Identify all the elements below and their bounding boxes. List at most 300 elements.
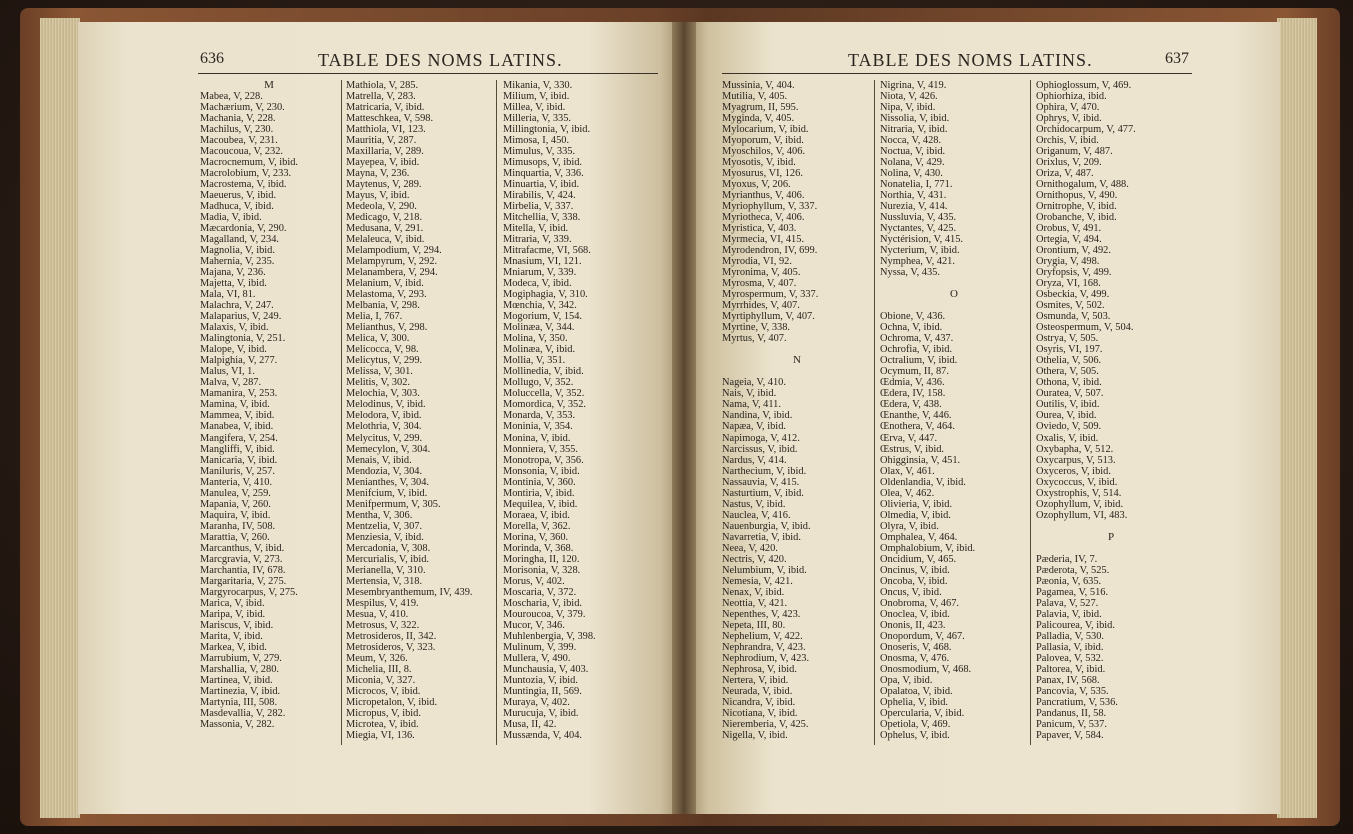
index-entry: Margaritaria, V, 275. <box>200 575 287 587</box>
index-entry: Mapania, V, 260. <box>200 498 271 510</box>
index-entry: Melica, V, 300. <box>346 333 410 345</box>
index-entry: Millingtonia, V, ibid. <box>503 124 591 136</box>
index-entry: Mouroucoa, V, 379. <box>503 608 586 620</box>
index-entry: Malus, VI, 1. <box>200 366 255 378</box>
index-entry: Nassauvia, V, 415. <box>722 476 800 488</box>
index-entry: Mogorium, V, 154. <box>503 311 582 323</box>
index-entry: Melodinus, V, ibid. <box>346 399 426 411</box>
index-entry: Millea, V, ibid. <box>503 102 566 114</box>
index-entry: Oldenlandia, V, ibid. <box>880 476 966 488</box>
index-entry: Mæcardonia, V, 290. <box>200 223 287 235</box>
index-entry: Nieremberia, V, 425. <box>722 718 809 730</box>
index-entry: Maranha, IV, 508. <box>200 520 276 532</box>
index-entry: Myosotis, V, ibid. <box>722 157 796 169</box>
index-entry: Miconia, V, 327. <box>346 674 416 686</box>
index-entry: Mala, VI, 81. <box>200 289 256 301</box>
index-entry: Palovea, V, 532. <box>1036 652 1104 664</box>
index-entry: Nauclea, V, 416. <box>722 509 791 521</box>
index-entry: Neottia, V, 421. <box>722 597 788 609</box>
index-entry: Moscharia, V, ibid. <box>503 597 582 609</box>
index-entry: Northia, V, 431. <box>880 190 947 202</box>
index-entry: Oncoba, V, ibid. <box>880 575 948 587</box>
index-entry: Mollia, V, 351. <box>503 355 566 367</box>
index-entry: Medeola, V, 290. <box>346 201 417 213</box>
index-entry: Ourea, V, ibid. <box>1036 410 1097 422</box>
index-entry: Pancovia, V, 535. <box>1036 685 1109 697</box>
index-entry: Olyra, V, ibid. <box>880 520 939 532</box>
index-entry: Mahernia, V, 235. <box>200 256 275 268</box>
index-entry: Musa, II, 42. <box>503 718 557 730</box>
index-entry: Miegia, VI, 136. <box>346 729 415 741</box>
index-entry: Nama, V, 411. <box>722 399 781 411</box>
index-entry: Morisonia, V, 328. <box>503 564 581 576</box>
index-entry: Oncidium, V, 465. <box>880 553 957 565</box>
index-entry: Monniera, V, 355. <box>503 443 578 455</box>
index-entry: Nipa, V, ibid. <box>880 102 936 114</box>
index-entry: Marattia, V, 260. <box>200 531 270 543</box>
index-entry: Myginda, V, 405. <box>722 113 795 125</box>
spacer <box>722 366 872 377</box>
index-entry: Napæa, V, ibid. <box>722 421 786 433</box>
index-entry: Pæonia, V, 635. <box>1036 575 1102 587</box>
index-entry: Ophioglossum, V, 469. <box>1036 80 1132 91</box>
index-entry: Momordica, V, 352. <box>503 399 587 411</box>
index-entry: Mussænda, V, 404. <box>503 729 583 741</box>
index-entry: Michelia, III, 8. <box>346 663 412 675</box>
index-entry: Pæderia, IV, 7. <box>1036 553 1098 565</box>
index-entry: Œnanthe, V, 446. <box>880 410 952 422</box>
index-entry: Osteospermum, V, 504. <box>1036 322 1134 334</box>
index-entry: Nelumbium, V, ibid. <box>722 564 807 576</box>
index-entry: Mœnchia, V, 342. <box>503 300 577 312</box>
index-entry: Pallasia, V, ibid. <box>1036 641 1104 653</box>
index-entry: Œrva, V, 447. <box>880 432 938 444</box>
index-entry: Manulea, V, 259. <box>200 487 271 499</box>
index-entry: Manabea, V, ibid. <box>200 421 274 433</box>
index-entry: Mullera, V, 490. <box>503 652 571 664</box>
index-entry: Onosmodium, V, 468. <box>880 663 972 675</box>
index-entry: Metrosideros, V, 323. <box>346 641 436 653</box>
index-entry: Orygia, V, 498. <box>1036 256 1100 268</box>
index-entry: Mesembryanthemum, IV, 439. <box>346 586 473 598</box>
index-entry: Melanium, V, ibid. <box>346 278 424 290</box>
index-entry: Malaxis, V, ibid. <box>200 322 269 334</box>
index-entry: Myrtine, V, 338. <box>722 322 791 334</box>
index-entry: Melaleuca, V, ibid. <box>346 234 425 246</box>
index-entry: Mitchellia, V, 338. <box>503 212 581 224</box>
index-entry: Ornitrophe, V, ibid. <box>1036 201 1117 213</box>
index-entry: Majana, V, 236. <box>200 267 266 279</box>
index-entry: Olivieria, V, ibid. <box>880 498 953 510</box>
index-entry: Micropus, V, ibid. <box>346 707 421 719</box>
index-entry: Mimusops, V, ibid. <box>503 157 583 169</box>
running-title-left: TABLE DES NOMS LATINS. <box>318 50 563 70</box>
index-entry: Milleria, V, 335. <box>503 113 572 125</box>
index-entry: Markea, V, ibid. <box>200 641 267 653</box>
index-entry: Nephrosa, V, ibid. <box>722 663 797 675</box>
index-entry: Origanum, V, 487. <box>1036 146 1113 158</box>
index-entry: Molina, V, 350. <box>503 333 568 345</box>
index-entry: Ophrys, V, ibid. <box>1036 113 1102 125</box>
index-entry: Ophira, V, 470. <box>1036 102 1100 114</box>
index-entry: Mitrafacme, VI, 568. <box>503 245 591 257</box>
index-entry: Orobanche, V, ibid. <box>1036 212 1117 224</box>
index-entry: Meum, V, 326. <box>346 652 408 664</box>
index-entry: Myriotheca, V, 406. <box>722 212 805 224</box>
index-entry: Paltorea, V, ibid. <box>1036 663 1106 675</box>
index-entry: Mniarum, V, 339. <box>503 267 577 279</box>
index-entry: Osbeckia, V, 499. <box>1036 289 1110 301</box>
index-entry: Microtea, V, ibid. <box>346 718 419 730</box>
index-entry: Munchausia, V, 403. <box>503 663 589 675</box>
index-entry: Oriza, V, 487. <box>1036 168 1094 180</box>
index-entry: Panax, IV, 568. <box>1036 674 1100 686</box>
index-entry: Noctua, V, ibid. <box>880 146 946 158</box>
index-entry: Oryfopsis, V, 499. <box>1036 267 1112 279</box>
index-entry: Moraea, V, ibid. <box>503 509 570 521</box>
index-entry: Nymphea, V, 421. <box>880 256 955 268</box>
page-number-left: 636 <box>200 50 224 67</box>
index-entry: Oxycarpus, V, 513. <box>1036 454 1116 466</box>
index-entry: Opercularia, V, ibid. <box>880 707 965 719</box>
index-entry: Melitis, V, 302. <box>346 377 410 389</box>
section-letter: M <box>264 79 274 91</box>
index-entry: Narcissus, V, ibid. <box>722 443 798 455</box>
index-entry: Memecylon, V, 304. <box>346 443 431 455</box>
index-entry: Monarda, V, 353. <box>503 410 576 422</box>
index-entry: Menifcium, V, ibid. <box>346 487 428 499</box>
index-entry: Nussluvia, V, 435. <box>880 212 957 224</box>
index-entry: Martinea, V, ibid. <box>200 674 273 686</box>
index-entry: Modeca, V, ibid. <box>503 278 572 290</box>
index-entry: Mulinum, V, 399. <box>503 641 577 653</box>
index-entry: Menziesia, V, ibid. <box>346 531 424 543</box>
index-entry: Moringha, II, 120. <box>503 553 580 565</box>
index-entry: Mabea, V, 228. <box>200 91 263 103</box>
index-entry: Medusana, V, 291. <box>346 223 424 235</box>
index-entry: Morinda, V, 368. <box>503 542 574 554</box>
index-entry: Mimosa, I, 450. <box>503 135 570 147</box>
index-entry: Mercurialis, V, ibid. <box>346 553 430 565</box>
index-entry: Ocymum, II, 87. <box>880 366 949 378</box>
index-entry: Monsonia, V, ibid. <box>503 465 580 477</box>
index-entry: Mangifera, V, 254. <box>200 432 278 444</box>
index-entry: Myrodendron, IV, 699. <box>722 245 818 257</box>
index-entry: Nonatelia, I, 771. <box>880 179 953 191</box>
index-entry: Orixlus, V, 209. <box>1036 157 1102 169</box>
column-rule <box>1030 80 1031 745</box>
index-entry: Mespilus, V, 419. <box>346 597 419 609</box>
index-entry: Nephelium, V, 422. <box>722 630 803 642</box>
index-entry: Maxillaria, V, 289. <box>346 146 424 158</box>
index-entry: Ozophyllum, VI, 483. <box>1036 509 1128 521</box>
index-entry: Narthecium, V, ibid. <box>722 465 807 477</box>
index-entry: Maripa, V, ibid. <box>200 608 266 620</box>
index-entry: Myrodia, VI, 92. <box>722 256 792 268</box>
index-entry: Orchis, V, ibid. <box>1036 135 1099 147</box>
index-entry: Menifpermum, V, 305. <box>346 498 441 510</box>
index-entry: Ornithopus, V, 490. <box>1036 190 1118 202</box>
index-entry: Ohigginsia, V, 451. <box>880 454 961 466</box>
index-entry: Oxyceros, V, ibid. <box>1036 465 1111 477</box>
index-entry: Mogiphagia, V, 310. <box>503 289 588 301</box>
book-gutter <box>672 22 696 814</box>
index-column-2 <box>346 80 494 741</box>
spacer <box>880 300 1028 311</box>
index-entry: Manicaria, V, ibid. <box>200 454 278 466</box>
index-entry: Malpighia, V, 277. <box>200 355 278 367</box>
index-entry: Muntingia, II, 569. <box>503 685 582 697</box>
index-entry: Ochrofia, V, ibid. <box>880 344 953 356</box>
index-entry: Nauenburgia, V, ibid. <box>722 520 811 532</box>
index-entry: Nycterium, V, ibid. <box>880 245 960 257</box>
index-entry: Nageia, V, 410. <box>722 377 786 389</box>
index-entry: Marcanthus, V, ibid. <box>200 542 285 554</box>
index-entry: Maytenus, V, 289. <box>346 179 422 191</box>
index-entry: Palladia, V, 530. <box>1036 630 1105 642</box>
index-entry: Martinezia, V, ibid. <box>200 685 281 697</box>
index-entry: Melissa, V, 301. <box>346 366 413 378</box>
index-entry: Marita, V, ibid. <box>200 630 263 642</box>
index-entry: Mentha, V, 306. <box>346 509 413 521</box>
index-entry: Myrmecia, VI, 415. <box>722 234 805 246</box>
index-entry: Melanambera, V, 294. <box>346 267 438 279</box>
index-entry: Nepenthes, V, 423. <box>722 608 801 620</box>
index-column-6 <box>1036 80 1186 741</box>
column-rule <box>874 80 875 745</box>
index-entry: Mimulus, V, 335. <box>503 146 576 158</box>
index-entry: Nolina, V, 430. <box>880 168 943 180</box>
index-entry: Microcos, V, ibid. <box>346 685 421 697</box>
index-entry: Matricaria, V, ibid. <box>346 102 425 114</box>
index-entry: Malachra, V, 247. <box>200 300 274 312</box>
index-entry: Myagrum, II, 595. <box>722 102 799 114</box>
index-entry: Metrosus, V, 322. <box>346 619 420 631</box>
index-entry: Nardus, V, 414. <box>722 454 787 466</box>
index-entry: Mucor, V, 346. <box>503 619 565 631</box>
index-entry: Malva, V, 287. <box>200 377 262 389</box>
index-entry: Macrocnemum, V, ibid. <box>200 157 299 169</box>
index-entry: Muraya, V, 402. <box>503 696 570 708</box>
index-entry: Myrtus, V, 407. <box>722 333 787 345</box>
index-entry: Maquira, V, ibid. <box>200 509 271 521</box>
index-entry: Milium, V, ibid. <box>503 91 570 103</box>
index-entry: Nissolia, V, ibid. <box>880 113 950 125</box>
index-entry: Mussinia, V, 404. <box>722 80 795 91</box>
index-entry: Ornithogalum, V, 488. <box>1036 179 1129 191</box>
index-entry: Nyctérision, V, 415. <box>880 234 964 246</box>
index-entry: Myrrhides, V, 407. <box>722 300 800 312</box>
index-entry: Napimoga, V, 412. <box>722 432 800 444</box>
index-entry: Papaver, V, 584. <box>1036 729 1104 741</box>
section-letter: O <box>950 288 958 301</box>
index-entry: Massonia, V, 282. <box>200 718 275 730</box>
index-entry: Mamina, V, ibid. <box>200 399 270 411</box>
index-entry: Nicandra, V, ibid. <box>722 696 796 708</box>
index-entry: Nasturtium, V, ibid. <box>722 487 804 499</box>
index-entry: Pandanus, II, 58. <box>1036 707 1107 719</box>
index-entry: Mitraria, V, 339. <box>503 234 572 246</box>
header-rule-left <box>198 73 658 74</box>
index-entry: Nephrodium, V, 423. <box>722 652 810 664</box>
index-entry: Octralium, V, ibid. <box>880 355 958 367</box>
index-entry: Melicocca, V, 98. <box>346 344 419 356</box>
index-entry: Majetta, V, ibid. <box>200 278 267 290</box>
index-entry: Melia, I, 767. <box>346 311 403 323</box>
index-entry: Palavia, V, ibid. <box>1036 608 1102 620</box>
index-entry: Malingtonia, V, 251. <box>200 333 286 345</box>
index-entry: Oxycoccus, V, ibid. <box>1036 476 1118 488</box>
index-entry: Menais, V, ibid. <box>346 454 412 466</box>
index-entry: Mitella, V, ibid. <box>503 223 569 235</box>
index-entry: Nertera, V, ibid. <box>722 674 789 686</box>
index-entry: Nephrandra, V, 423. <box>722 641 806 653</box>
index-entry: Omphalobium, V, ibid. <box>880 542 976 554</box>
index-entry: Olea, V, 462. <box>880 487 935 499</box>
index-entry: Navarretia, V, ibid. <box>722 531 801 543</box>
index-entry: Morella, V, 362. <box>503 520 571 532</box>
index-column-4 <box>722 80 872 741</box>
index-entry: Moluccella, V, 352. <box>503 388 585 400</box>
index-entry: Nenax, V, ibid. <box>722 586 785 598</box>
index-entry: Myristica, V, 403. <box>722 223 797 235</box>
index-entry: Machilus, V, 230. <box>200 124 274 136</box>
index-entry: Marchantia, IV, 678. <box>200 564 286 576</box>
index-entry: Œstrus, V, ibid. <box>880 443 944 455</box>
index-entry: Mequilea, V, ibid. <box>503 498 578 510</box>
index-entry: Nepeta, III, 80. <box>722 619 786 631</box>
page-number-right: 637 <box>1165 50 1189 67</box>
index-entry: Obione, V, 436. <box>880 311 946 323</box>
index-entry: Œnothera, V, 464. <box>880 421 955 433</box>
index-entry: Osmunda, V, 503. <box>1036 311 1111 323</box>
index-entry: Othona, V, ibid. <box>1036 377 1102 389</box>
index-entry: Mariscus, V, ibid. <box>200 619 274 631</box>
index-entry: Mutilia, V, 405. <box>722 91 788 103</box>
section-letter: N <box>793 354 801 367</box>
index-entry: Nyssa, V, 435. <box>880 267 940 279</box>
index-entry: Matteschkea, V, 598. <box>346 113 434 125</box>
index-entry: Montiria, V, ibid. <box>503 487 575 499</box>
index-entry: Mendozia, V, 304. <box>346 465 423 477</box>
index-entry: Melampyrum, V, 292. <box>346 256 438 268</box>
index-entry: Myrospermum, V, 337. <box>722 289 819 301</box>
index-entry: Masdevallia, V, 282. <box>200 707 286 719</box>
spacer <box>1036 543 1186 554</box>
index-entry: Oncinus, V, ibid. <box>880 564 950 576</box>
index-entry: Orchidocarpum, V, 477. <box>1036 124 1136 136</box>
index-entry: Myriophyllum, V, 337. <box>722 201 818 213</box>
index-entry: Malaparius, V, 249. <box>200 311 282 323</box>
index-entry: Mirabilis, V, 424. <box>503 190 576 202</box>
index-entry: Nolana, V, 429. <box>880 157 945 169</box>
spacer <box>1036 521 1186 532</box>
index-entry: Matrella, V, 283. <box>346 91 416 103</box>
index-entry: Onosma, V, 476. <box>880 652 950 664</box>
index-entry: Mesua, V, 410. <box>346 608 409 620</box>
page-edges-left <box>40 18 80 818</box>
header-rule-right <box>722 73 1192 74</box>
index-entry: Matthiola, VI, 123. <box>346 124 426 136</box>
index-entry: Nastus, V, ibid. <box>722 498 786 510</box>
index-entry: Ochroma, V, 437. <box>880 333 954 345</box>
index-entry: Ophiorhiza, ibid. <box>1036 91 1107 103</box>
index-entry: Moninia, V, 354. <box>503 421 573 433</box>
index-entry: Othelia, V, 506. <box>1036 355 1102 367</box>
index-entry: Machærium, V, 230. <box>200 102 285 114</box>
index-entry: Mollugo, V, 352. <box>503 377 574 389</box>
index-entry: Myrtiphyllum, V, 407. <box>722 311 815 323</box>
index-entry: Palava, V, 527. <box>1036 597 1099 609</box>
index-entry: Onopordum, V, 467. <box>880 630 965 642</box>
index-entry: Melycitus, V, 299. <box>346 432 423 444</box>
index-entry: Manteria, V, 410. <box>200 476 273 488</box>
index-entry: Mirbelia, V, 337. <box>503 201 574 213</box>
index-entry: Olmedia, V, ibid. <box>880 509 951 521</box>
index-entry: Nais, V, ibid. <box>722 388 777 400</box>
index-entry: Myosurus, VI, 126. <box>722 168 803 180</box>
index-entry: Osmites, V, 502. <box>1036 300 1105 312</box>
index-entry: Melodora, V, ibid. <box>346 410 422 422</box>
index-column-3 <box>503 80 658 741</box>
index-entry: Mnasium, VI, 121. <box>503 256 582 268</box>
index-entry: Oxybapha, V, 512. <box>1036 443 1114 455</box>
index-entry: Oncus, V, ibid. <box>880 586 942 598</box>
index-entry: Ostrya, V, 505. <box>1036 333 1099 345</box>
index-entry: Melianthus, V, 298. <box>346 322 428 334</box>
column-rule <box>496 80 497 745</box>
index-entry: Ortegia, V, 494. <box>1036 234 1102 246</box>
index-entry: Morina, V, 360. <box>503 531 569 543</box>
index-entry: Melampodium, V, 294. <box>346 245 442 257</box>
index-entry: Mertensia, V, 318. <box>346 575 423 587</box>
index-entry: Opetiola, V, 469. <box>880 718 951 730</box>
index-entry: Palicourea, V, ibid. <box>1036 619 1115 631</box>
index-entry: Merianella, V, 310. <box>346 564 426 576</box>
index-entry: Minuartia, V, ibid. <box>503 179 580 191</box>
index-entry: Muntozia, V, ibid. <box>503 674 578 686</box>
index-entry: Orobus, V, 491. <box>1036 223 1102 235</box>
index-entry: Metrosideros, II, 342. <box>346 630 437 642</box>
index-entry: Macoubea, V, 231. <box>200 135 278 147</box>
index-entry: Myrianthus, V, 406. <box>722 190 805 202</box>
index-entry: Osyris, VI, 197. <box>1036 344 1103 356</box>
index-entry: Madhuca, V, ibid. <box>200 201 274 213</box>
index-entry: Minquartia, V, 336. <box>503 168 584 180</box>
index-entry: Onoclea, V, ibid. <box>880 608 950 620</box>
index-entry: Moscaria, V, 372. <box>503 586 577 598</box>
index-entry: Mylocarium, V, ibid. <box>722 124 809 136</box>
index-entry: Œdera, IV, 158. <box>880 388 946 400</box>
index-entry: Macoucoua, V, 232. <box>200 146 284 158</box>
index-entry: Opalatoa, V, ibid. <box>880 685 953 697</box>
index-entry: Oryza, VI, 168. <box>1036 278 1101 290</box>
index-entry: Marshallia, V, 280. <box>200 663 279 675</box>
index-entry: Medicago, V, 218. <box>346 212 423 224</box>
index-entry: Pæderota, V, 525. <box>1036 564 1110 576</box>
index-entry: Neea, V, 420. <box>722 542 778 554</box>
index-entry: Nigrina, V, 419. <box>880 80 947 91</box>
index-entry: Mayna, V, 236. <box>346 168 410 180</box>
column-rule <box>341 80 342 745</box>
index-entry: Œdmia, V, 436. <box>880 377 945 389</box>
index-column-5 <box>880 80 1028 741</box>
index-entry: Othera, V, 505. <box>1036 366 1099 378</box>
index-entry: Neurada, V, ibid. <box>722 685 793 697</box>
index-entry: Oxalis, V, ibid. <box>1036 432 1099 444</box>
index-entry: Melicytus, V, 299. <box>346 355 423 367</box>
index-entry: Onoseris, V, 468. <box>880 641 952 653</box>
